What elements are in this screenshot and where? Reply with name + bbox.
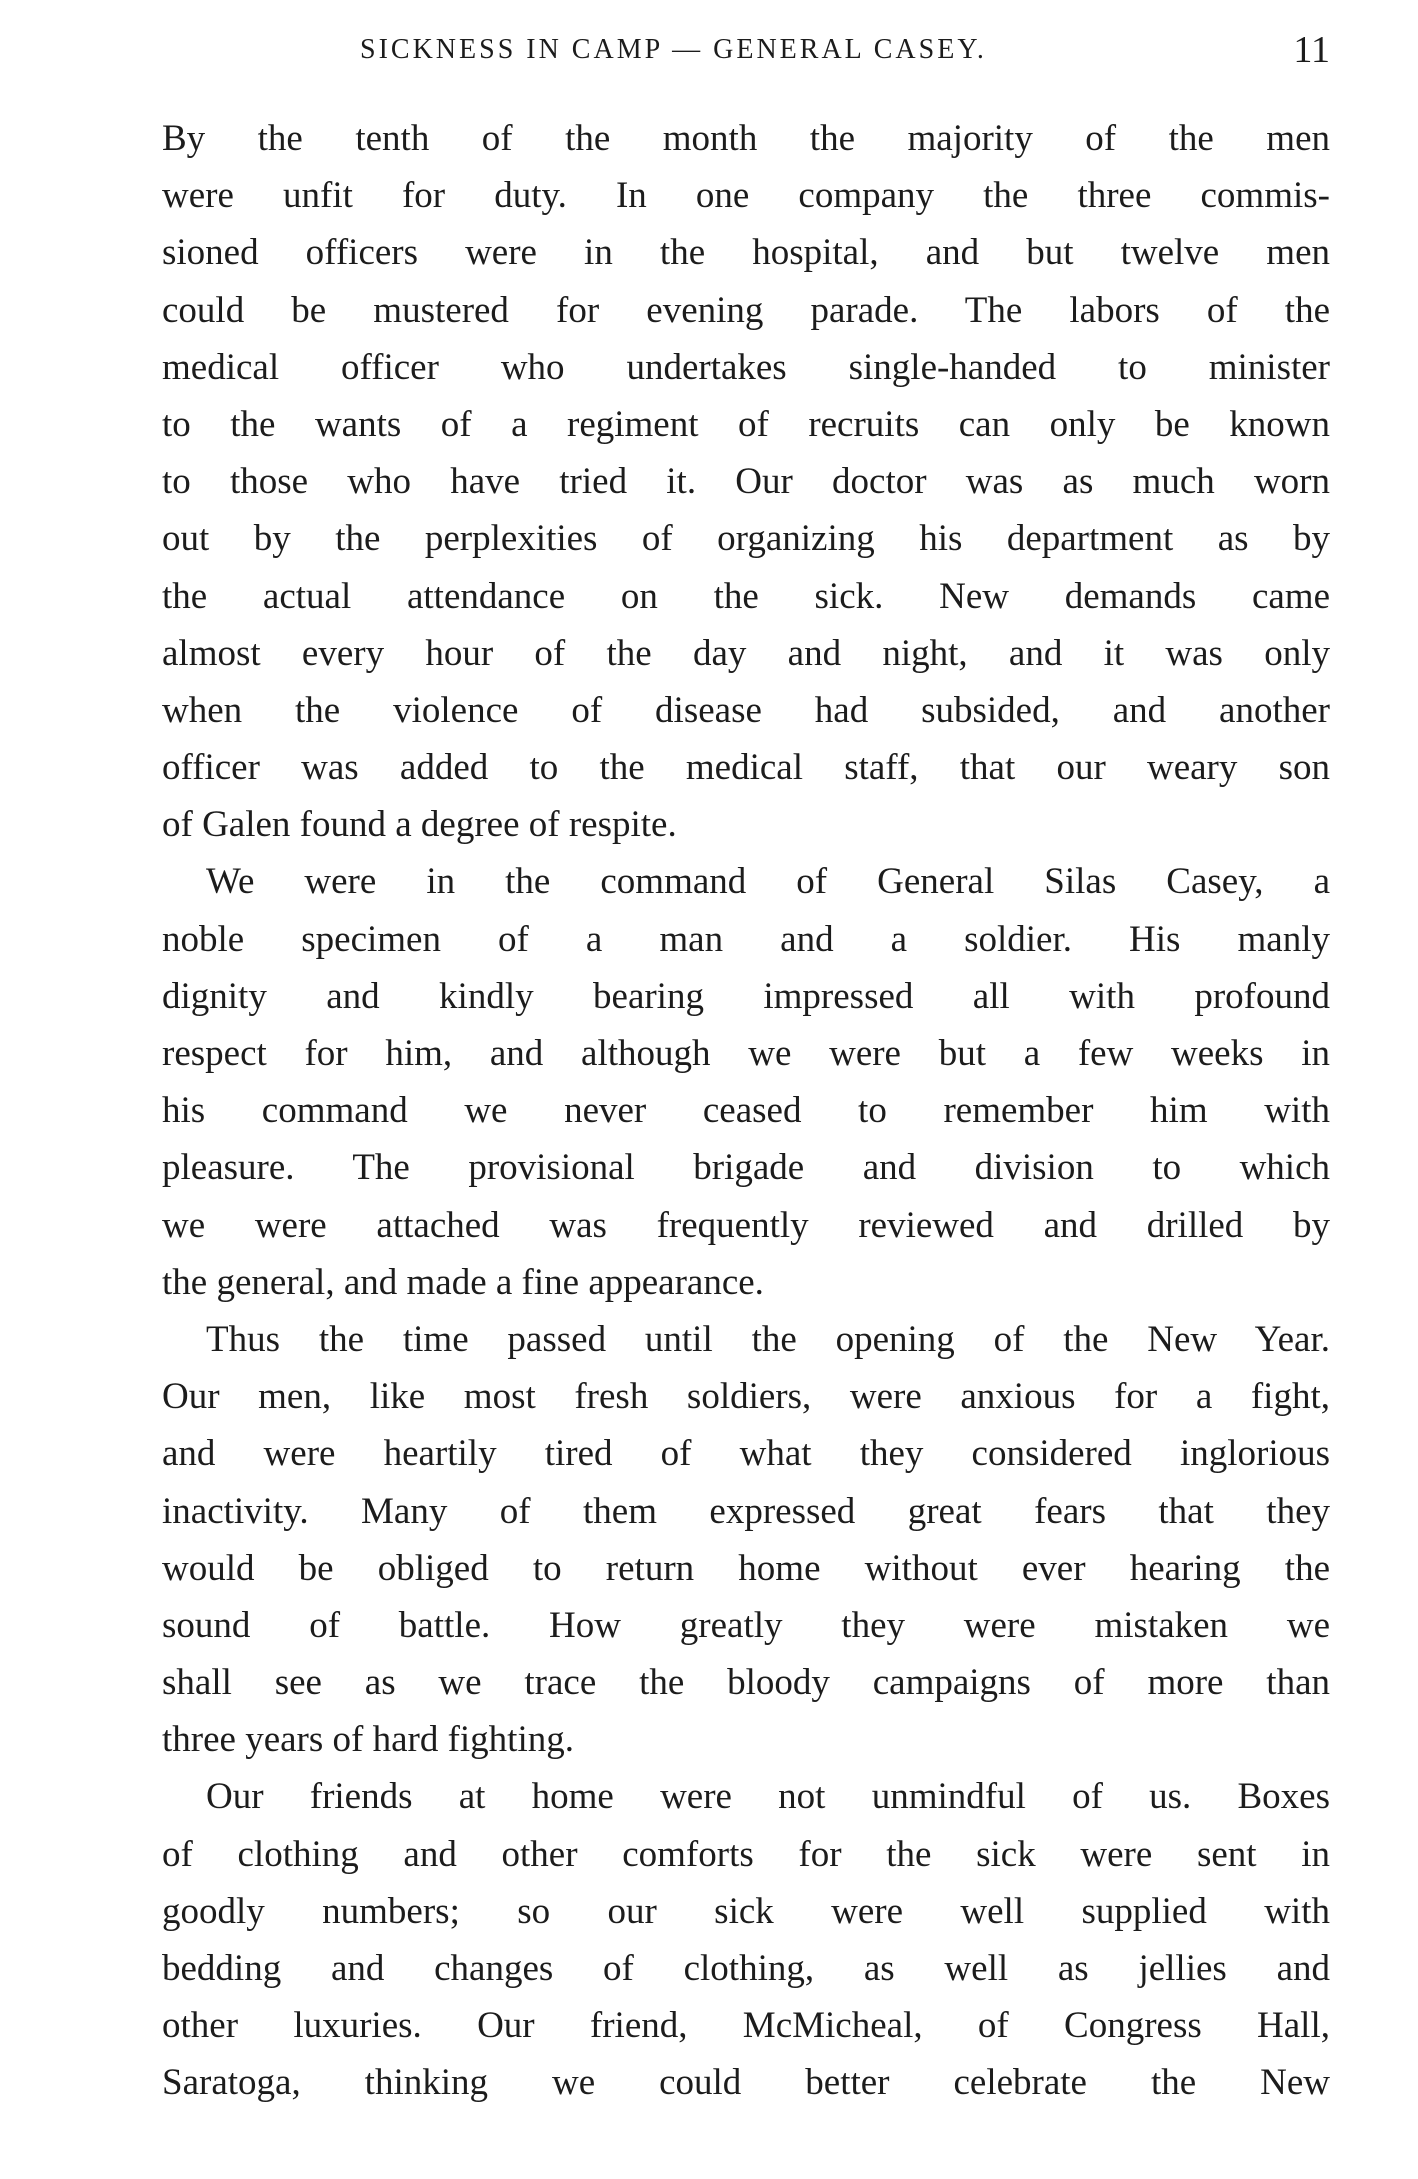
text-line: out by the perplexities of organizing his department as by — [162, 518, 1330, 560]
text-line: would be obliged to return home without ever hearing the — [162, 1547, 1330, 1589]
text-line: inactivity. Many of them expressed great fears that they — [162, 1490, 1330, 1532]
text-line: and were heartily tired of what they considered inglorious — [162, 1433, 1330, 1475]
text-line: bedding and changes of clothing, as well as jellies and — [162, 1948, 1330, 1989]
text-line: three years of hard fighting. — [162, 1719, 574, 1761]
text-line: noble specimen of a man and a soldier. His manly — [162, 918, 1330, 960]
text-line: sioned officers were in the hospital, and but twelve men — [162, 232, 1330, 274]
body-text — [162, 110, 1330, 2112]
paragraph — [162, 1311, 1330, 1769]
text-line: his command we never ceased to remember him with — [162, 1090, 1330, 1132]
text-line: when the violence of disease had subsided, and another — [162, 689, 1330, 731]
text-line: the actual attendance on the sick. New demands came — [162, 575, 1330, 617]
text-line: respect for him, and although we were but a few weeks in — [162, 1033, 1330, 1074]
paragraph — [162, 853, 1330, 1311]
text-line: medical officer who undertakes single-handed to minister — [162, 346, 1330, 388]
text-line: dignity and kindly bearing impressed all with profound — [162, 975, 1330, 1017]
text-line: pleasure. The provisional brigade and division to which — [162, 1147, 1330, 1189]
paragraph — [162, 1768, 1330, 2111]
running-title: SICKNESS IN CAMP — GENERAL CASEY. — [360, 34, 987, 65]
text-line: we were attached was frequently reviewed and drilled by — [162, 1204, 1330, 1246]
text-line: Saratoga, thinking we could better celebrate the New — [162, 2062, 1330, 2104]
text-line: the general, and made a fine appearance. — [162, 1261, 764, 1303]
text-line: of clothing and other comforts for the sick were sent in — [162, 1833, 1330, 1875]
text-line: Our friends at home were not unmindful of us. Boxes — [206, 1776, 1330, 1818]
running-head — [160, 28, 1330, 78]
text-line: sound of battle. How greatly they were mistaken we — [162, 1604, 1330, 1646]
text-line: almost every hour of the day and night, and it was only — [162, 632, 1330, 674]
text-line: We were in the command of General Silas Casey, a — [206, 861, 1330, 903]
text-line: other luxuries. Our friend, McMicheal, of Congress Hall, — [162, 2005, 1330, 2047]
text-line: to the wants of a regiment of recruits can only be known — [162, 403, 1330, 445]
text-line: shall see as we trace the bloody campaigns of more than — [162, 1662, 1330, 1704]
text-line: could be mustered for evening parade. The labors of the — [162, 289, 1330, 331]
paragraph — [162, 110, 1330, 853]
text-line: officer was added to the medical staff, that our weary son — [162, 747, 1330, 789]
text-line: goodly numbers; so our sick were well supplied with — [162, 1890, 1330, 1932]
text-line: were unfit for duty. In one company the three commis- — [162, 175, 1330, 217]
text-line: By the tenth of the month the majority of the men — [162, 118, 1330, 159]
text-line: Our men, like most fresh soldiers, were anxious for a fight, — [162, 1376, 1330, 1418]
text-line: Thus the time passed until the opening of the New Year. — [206, 1318, 1330, 1360]
text-line: of Galen found a degree of respite. — [162, 804, 677, 846]
page-number: 11 — [1293, 29, 1330, 71]
text-line: to those who have tried it. Our doctor was as much worn — [162, 461, 1330, 503]
